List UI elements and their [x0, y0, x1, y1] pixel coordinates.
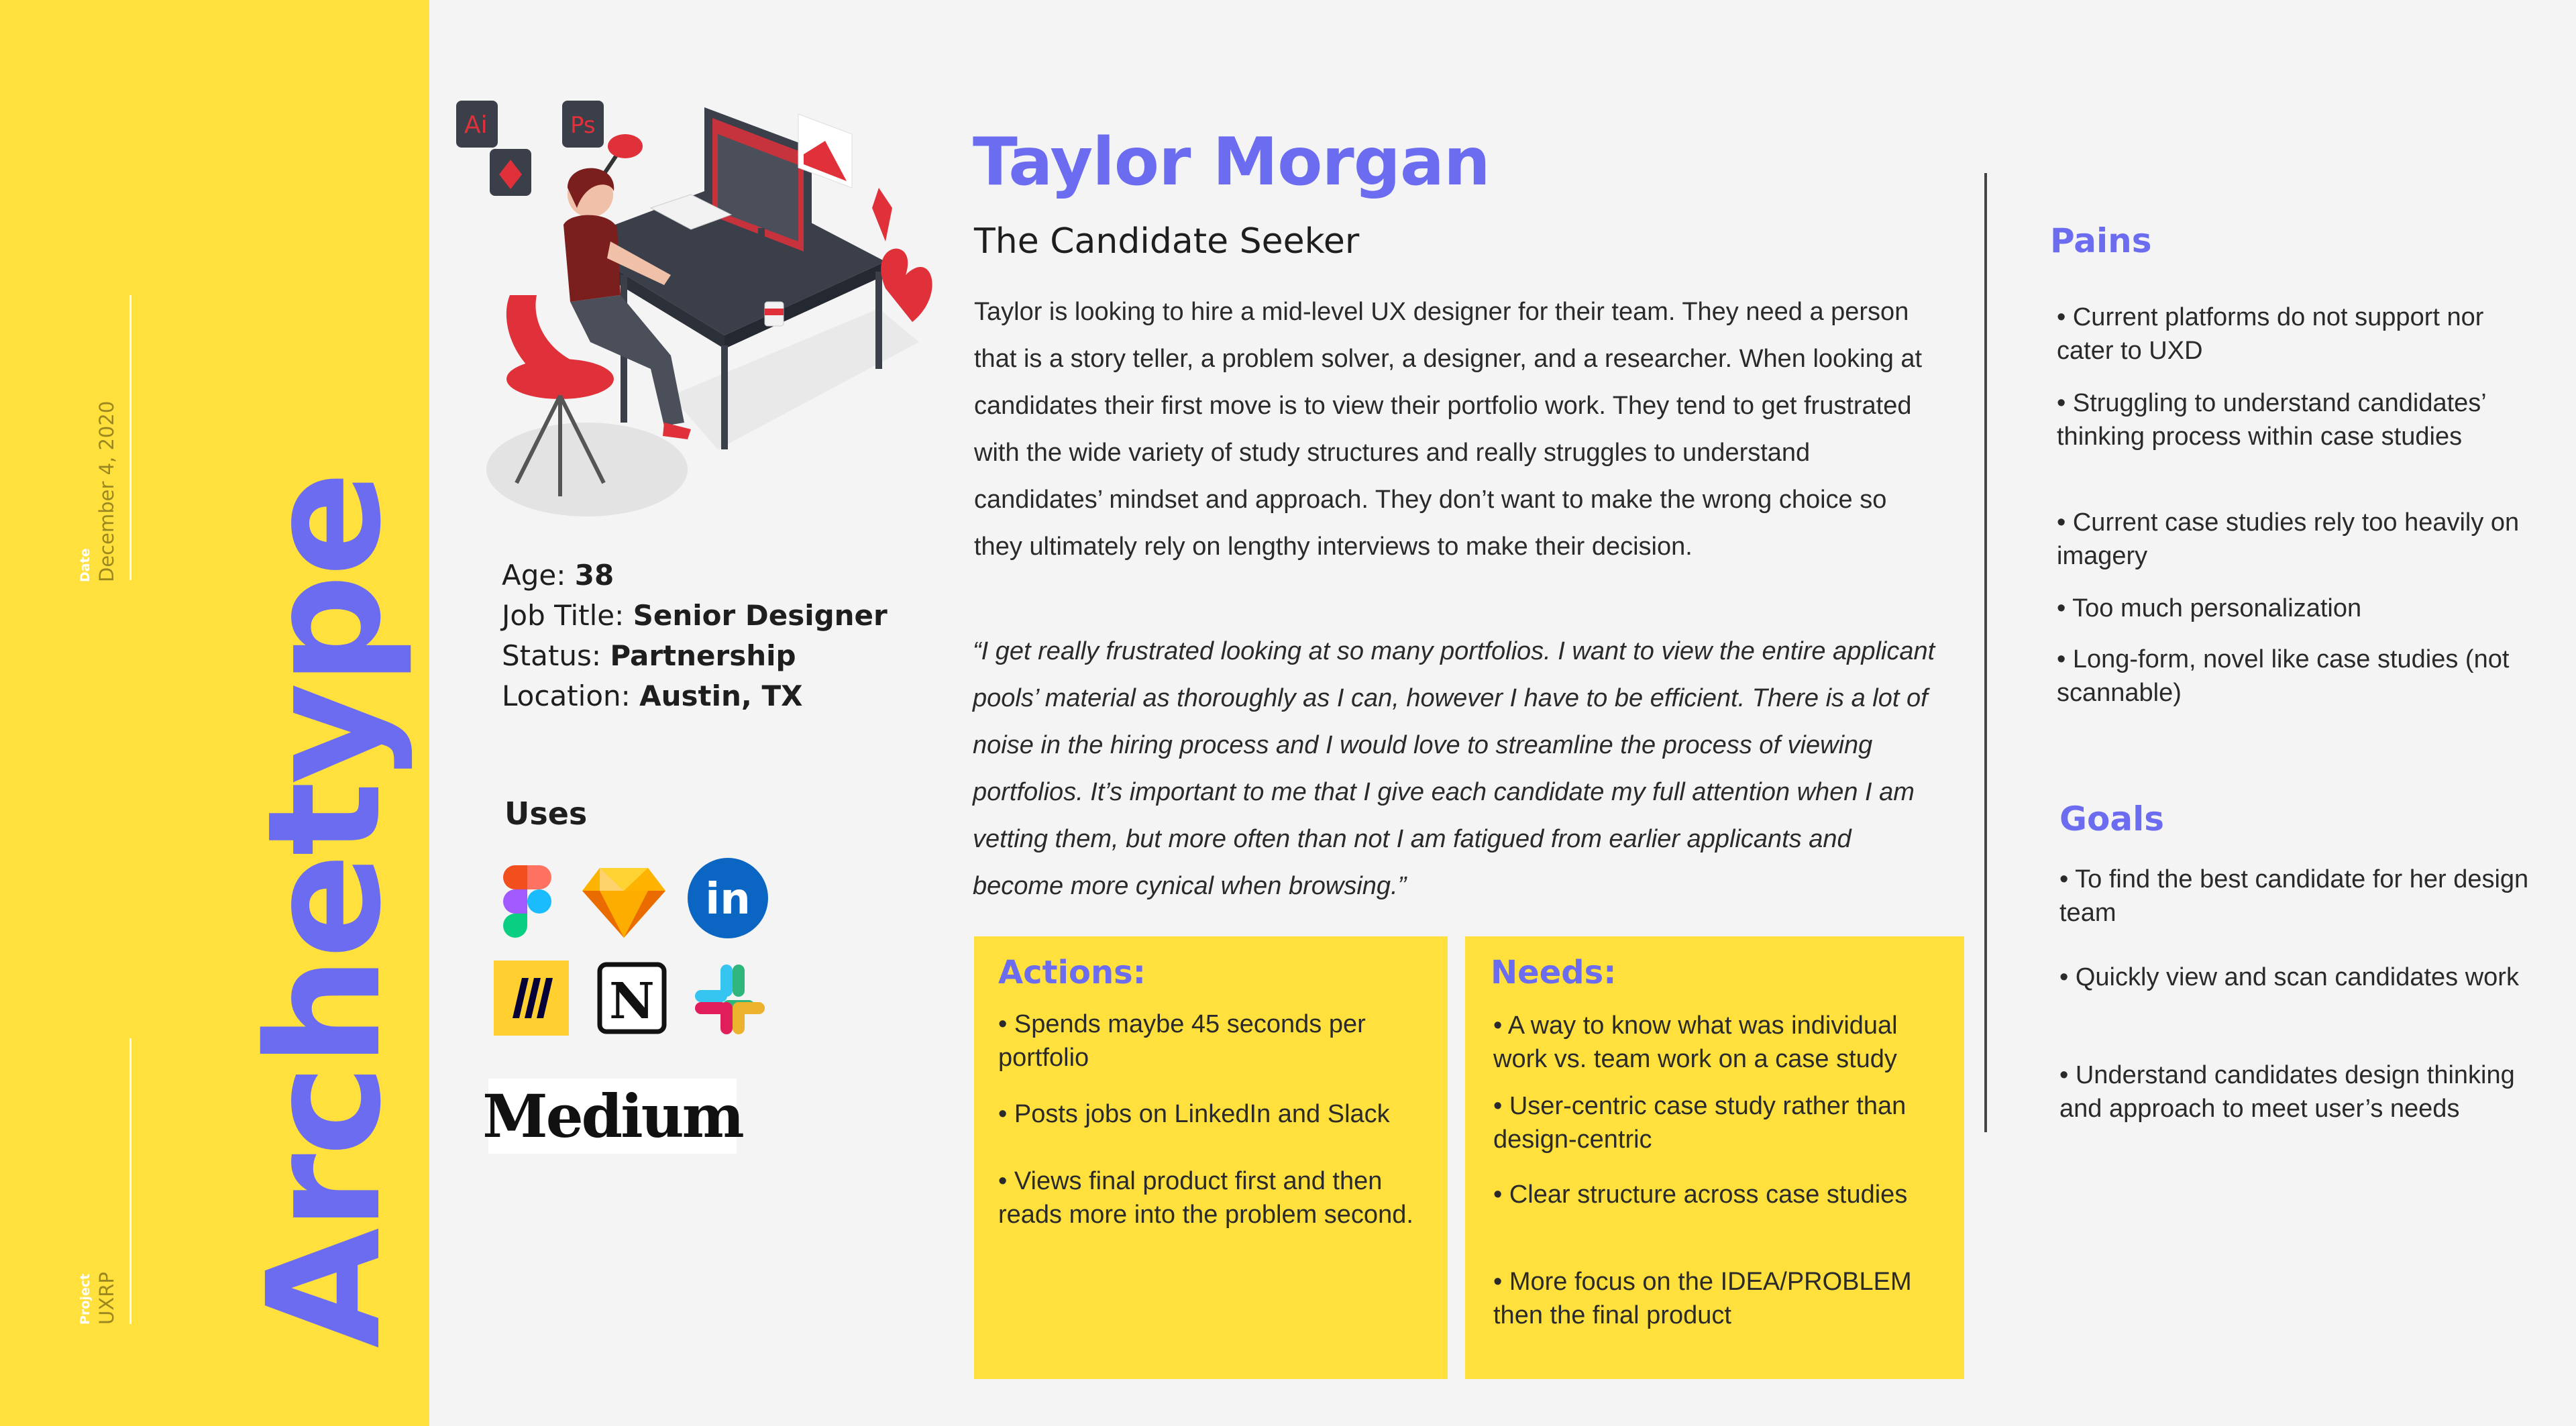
list-item: • User-centric case study rather than design-centric [1493, 1092, 1907, 1154]
miro-logo [494, 961, 569, 1036]
list-item: • Understand candidates design thinking and approach to meet user’s needs [2059, 1061, 2515, 1123]
persona-subtitle: The Candidate Seeker [974, 221, 1360, 262]
list-item: • Current platforms do not support nor cater to UXD [2057, 303, 2484, 365]
actions-card [974, 936, 1448, 1379]
slack-logo [691, 961, 769, 1038]
linkedin-text: in [705, 875, 751, 924]
fact-value: Partnership [610, 639, 796, 672]
designer-illustration [449, 74, 946, 530]
illustrator-icon [456, 101, 498, 148]
list-item: • Clear structure across case studies [1493, 1181, 1908, 1209]
notion-logo [596, 961, 668, 1036]
actions-title: Actions: [998, 954, 1146, 991]
list-item: • Spends maybe 45 seconds per portfolio [998, 1010, 1366, 1072]
list-item: • Views final product first and then reads more into the problem second. [998, 1167, 1413, 1229]
list-item: • Current case studies rely too heavily on imagery [2057, 508, 2520, 570]
fact-label: Age: [502, 559, 566, 592]
date-value: December 4, 2020 [95, 400, 118, 582]
fact-value: Senior Designer [633, 599, 888, 632]
persona-facts [502, 555, 888, 716]
linkedin-logo [687, 857, 769, 939]
figma-logo [502, 865, 553, 939]
notion-text: N [609, 973, 655, 1030]
sidebar [0, 0, 429, 1426]
list-item: • Posts jobs on LinkedIn and Slack [998, 1100, 1390, 1128]
fact-value: Austin, TX [639, 679, 803, 712]
date-block [78, 401, 118, 582]
fact-location [502, 676, 888, 716]
project-block [78, 1272, 118, 1325]
persona-quote: “I get really frustrated looking at so many portfolios. I want to view the entire applicant pools’ material as thoroughly as I can, however I have to be efficient. There is a lot of noise in the hiring process and I would love to streamline the process of viewing portfolios. It’s important to me that I give each candidate my full attention when I am vetting them, but more often than not I am fatigued from earlier applicants and become more cynical when browsing.” [973, 637, 1935, 900]
fact-value: 38 [574, 559, 614, 592]
list-item: • Struggling to understand candidates’ thinking process within case studies [2057, 389, 2486, 451]
pains-title: Pains [2050, 221, 2152, 260]
persona-bio: Taylor is looking to hire a mid-level UX designer for their team. They need a person that is a story teller, a problem solver, a designer, and a researcher. When looking at candidates their first move is to view their portfolio work. They tend to get frustrated with the wide variety of study structures and really struggles to understand candidates’ mindset and approach. They don’t want to make the wrong choice so they ultimately rely on lengthy interviews to make their decision. [974, 298, 1923, 561]
list-item: • More focus on the IDEA/PROBLEM then the final product [1493, 1268, 1912, 1329]
list-item: • Long-form, novel like case studies (not scannable) [2057, 645, 2510, 707]
illustrator-label: Ai [464, 111, 488, 139]
list-item: • Too much personalization [2057, 594, 2362, 622]
needs-title: Needs: [1491, 954, 1617, 991]
medium-logo: Medium [488, 1079, 737, 1154]
needs-card [1465, 936, 1964, 1379]
archetype-title: Archetype [234, 474, 415, 1348]
fact-label: Status: [502, 639, 601, 672]
section-divider [1984, 173, 1987, 1132]
project-value: UXRP [95, 1272, 118, 1325]
persona-name: Taylor Morgan [973, 124, 1490, 201]
photoshop-label: Ps [570, 112, 596, 139]
date-divider [129, 295, 131, 580]
fact-age [502, 555, 888, 596]
date-label: Date [78, 548, 93, 582]
fact-job-title [502, 596, 888, 636]
fact-label: Job Title: [502, 599, 625, 632]
goals-title: Goals [2059, 800, 2165, 838]
list-item: • A way to know what was individual work vs. team work on a case study [1493, 1011, 1898, 1073]
sketch-logo [581, 865, 667, 939]
list-item: • To find the best candidate for her design team [2059, 865, 2529, 927]
photoshop-icon [562, 101, 604, 148]
fact-status [502, 636, 888, 676]
project-divider [129, 1038, 131, 1324]
fact-label: Location: [502, 679, 631, 712]
uses-title: Uses [504, 796, 588, 832]
list-item: • Quickly view and scan candidates work [2059, 963, 2519, 991]
project-label: Project [78, 1273, 93, 1325]
